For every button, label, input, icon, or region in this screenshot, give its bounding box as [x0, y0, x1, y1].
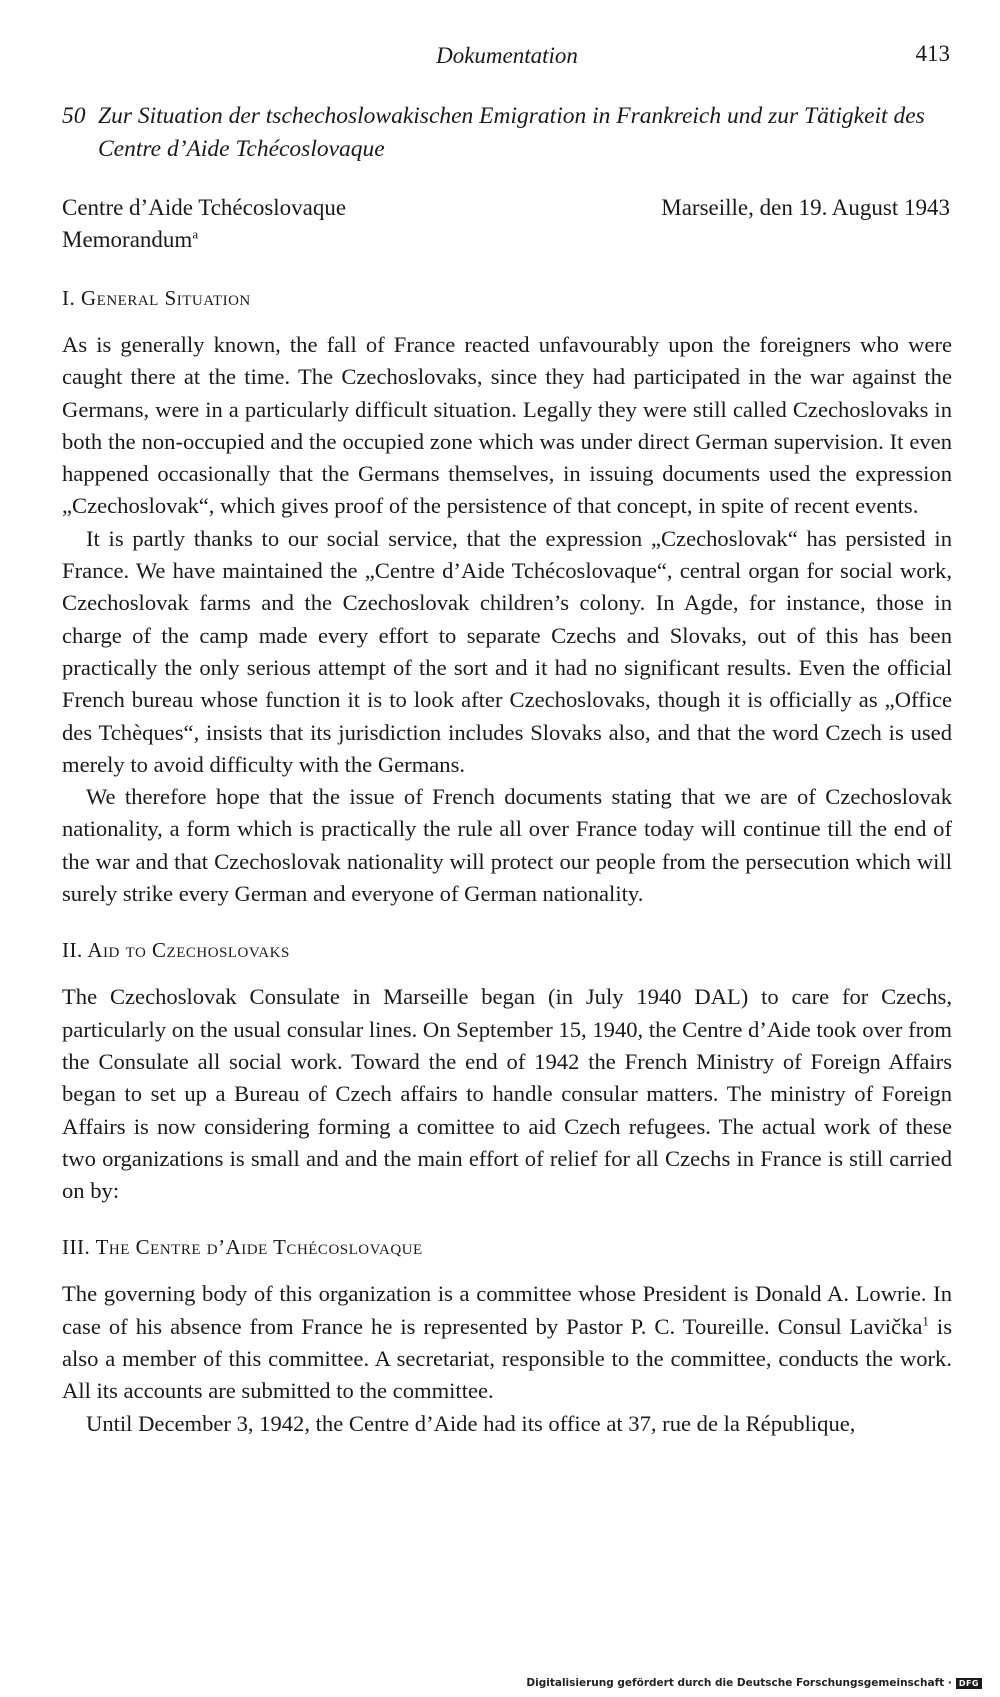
section-heading-general-situation: I. General Situation — [62, 286, 251, 310]
dfg-logo: DFG — [956, 1678, 982, 1689]
page-header — [62, 38, 952, 78]
meta-left — [62, 192, 346, 256]
document-page — [62, 38, 952, 1440]
document-number: 50 — [62, 103, 86, 129]
footnote-mark-1: 1 — [922, 1313, 929, 1329]
document-type: Memorandum — [62, 227, 193, 252]
paragraph: It is partly thanks to our social service, that the expression „Czechoslovak“ has persisted in France. We have maintained the „Centre d’Aide Tchécoslovaque“, central organ for social work, Czechoslovak farms and the Czechoslovak children’s colony. In Agde, for instance, those in charge of the camp made every effort to separate Czechs and Slovaks, out of this has been practically the only serious attempt of the sort and it had no significant results. Even the official French bureau whose function it is to look after Czechoslovaks, though it is officially as „Office des Tchèques“, insists that its jurisdiction includes Slovaks also, and that the word Czech is used merely to avoid difficulty with the Germans. — [62, 525, 952, 777]
digitization-credit — [526, 1677, 982, 1689]
organization-name: Centre d’Aide Tchécoslovaque — [62, 195, 347, 220]
credit-text: Digitalisierung gefördert durch die Deutsche Forschungsgemeinschaft · — [526, 1677, 952, 1689]
paragraph-text-end: is also a member of this committee. A secretariat, responsible to the committee, conducts the work. All its accounts are submitted to the committee. — [62, 1313, 953, 1404]
page-number: 413 — [915, 41, 950, 66]
paragraph-text-start: The governing body of this organization is a committee whose President is Donald A. Lowrie. In case of his absence from France he is represented by Pastor P. C. Toureille. Consul Lavička — [62, 1281, 952, 1339]
document-type-line — [62, 224, 346, 256]
paragraph: As is generally known, the fall of France reacted unfavourably upon the foreigners who were caught there at the time. The Czechoslovaks, since they had participated in the war against the Germans, were in a particularly difficult situation. Legally they were still called Czechoslovaks in both the non-occupied and the occupied zone which was under direct German supervision. It even happened occasionally that the Germans themselves, in issuing documents used the expression „Czechoslovak“, which gives proof of the persistence of that concept, in spite of recent events. — [62, 332, 952, 519]
document-title-block — [62, 100, 952, 166]
section-heading-aid-to-czechoslovaks: II. Aid to Czechoslovaks — [62, 938, 290, 963]
place-date: Marseille, den 19. August 1943 — [661, 195, 950, 220]
running-title: Dokumentation — [436, 43, 578, 68]
document-meta — [62, 192, 952, 258]
paragraph: The Czechoslovak Consulate in Marseille began (in July 1940 DAL) to care for Czechs, particularly on the usual consular lines. On September 15, 1940, the Centre d’Aide took over from the Consulate all social work. Toward the end of 1942 the French Ministry of Foreign Affairs began to set up a Bureau of Czech affairs to handle consular matters. The ministry of Foreign Affairs is now considering forming a comittee to aid Czech refugees. The actual work of these two organizations is small and and the main effort of relief for all Czechs in France is still carried on by: — [62, 984, 952, 1204]
paragraph: We therefore hope that the issue of French documents stating that we are of Czechoslovak nationality, a form which is practically the rule all over France today will continue till the end of the war and that Czechoslovak nationality will protect our people from the persecution which will surely strike every German and everyone of German nationality. — [62, 784, 952, 907]
document-title: Zur Situation der tschechoslowakischen Emigration in Frankreich und zur Tätigkeit des Centre d’Aide Tchécoslovaque — [98, 103, 925, 162]
paragraph — [62, 1278, 952, 1407]
section-heading-centre-daide: III. The Centre d’Aide Tchécoslovaque — [62, 1235, 423, 1260]
footnote-mark-a: a — [192, 226, 199, 242]
paragraph: Until December 3, 1942, the Centre d’Aide had its office at 37, rue de la République, — [86, 1410, 856, 1436]
